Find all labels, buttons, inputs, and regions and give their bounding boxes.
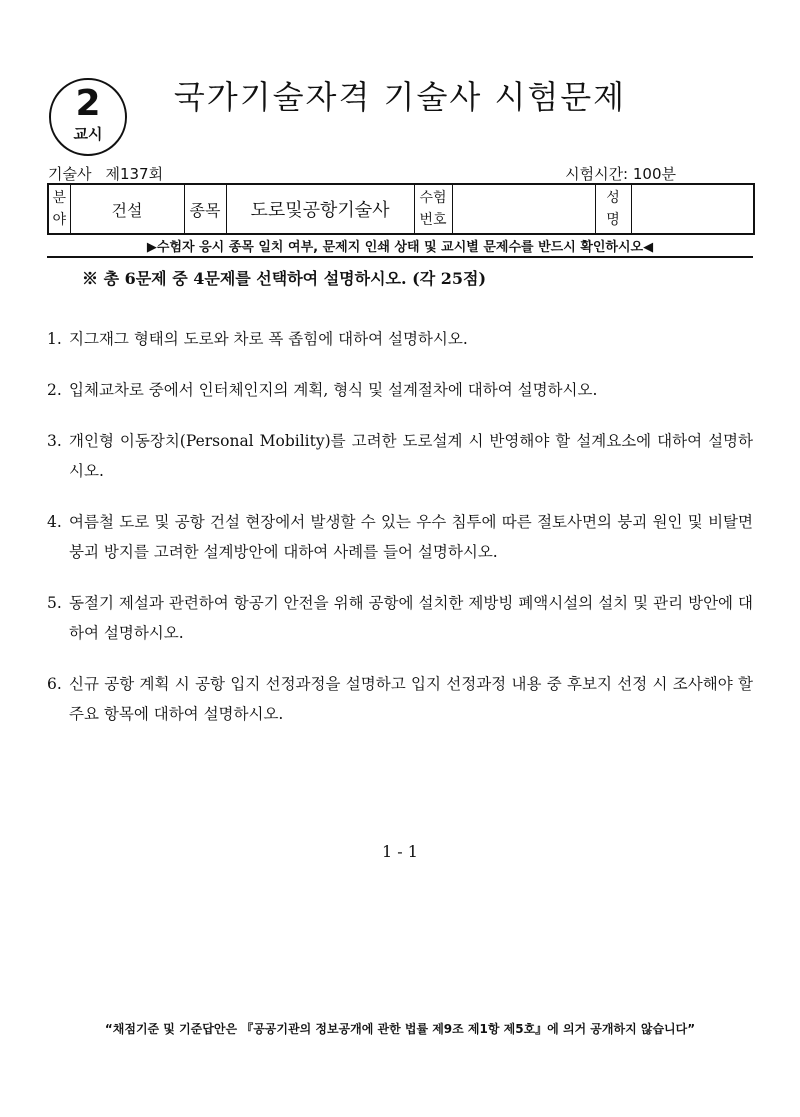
exam-number-label: 수험 번호 <box>414 184 452 234</box>
question-item <box>47 375 753 405</box>
exam-info-table <box>47 183 755 235</box>
question-item <box>47 324 753 354</box>
name-field[interactable] <box>631 184 754 234</box>
question-number: 3. <box>47 432 62 450</box>
instruction-text: ※ 총 6문제 중 4문제를 선택하여 설명하시오. (각 25점) <box>82 269 487 288</box>
question-text: 신규 공항 계획 시 공항 입지 선정과정을 설명하고 입지 선정과정 내용 중 후보지 선정 시 조사해야 할 주요 항목에 대하여 설명하시오. <box>69 675 753 723</box>
page-number: 1 - 1 <box>382 842 418 861</box>
question-item <box>47 588 753 648</box>
session-text: 제137회 <box>105 165 164 183</box>
exam-time: 시험시간: 100분 <box>565 165 676 183</box>
question-number: 5. <box>47 594 62 612</box>
item-value: 도로및공항기술사 <box>226 184 414 234</box>
question-text: 개인형 이동장치(Personal Mobility)를 고려한 도로설계 시 반영해야 할 설계요소에 대하여 설명하시오. <box>69 432 753 480</box>
grade-text: 기술사 <box>48 165 92 183</box>
field-label: 분 야 <box>48 184 70 234</box>
question-number: 2. <box>47 381 62 399</box>
question-number: 4. <box>47 513 62 531</box>
question-item <box>47 507 753 567</box>
question-number: 6. <box>47 675 62 693</box>
field-value: 건설 <box>70 184 184 234</box>
question-number: 1. <box>47 330 62 348</box>
question-text: 지그재그 형태의 도로와 차로 폭 좁힘에 대하여 설명하시오. <box>69 330 468 348</box>
exam-number-field[interactable] <box>452 184 595 234</box>
exam-meta-left <box>48 163 177 184</box>
question-text: 입체교차로 중에서 인터체인지의 계획, 형식 및 설계절차에 대하여 설명하시오. <box>69 381 598 399</box>
period-number: 2 <box>75 83 101 124</box>
check-notice: ▶수험자 응시 종목 일치 여부, 문제지 인쇄 상태 및 교시별 문제수를 반드시 확인하시오◀ <box>146 240 654 255</box>
question-text: 동절기 제설과 관련하여 항공기 안전을 위해 공항에 설치한 제방빙 폐액시설의 설치 및 관리 방안에 대하여 설명하시오. <box>69 594 753 642</box>
period-badge <box>49 78 127 156</box>
name-label: 성 명 <box>595 184 631 234</box>
item-label: 종목 <box>184 184 226 234</box>
exam-title: 국가기술자격 기술사 시험문제 <box>173 78 627 116</box>
question-text: 여름철 도로 및 공항 건설 현장에서 발생할 수 있는 우수 침투에 따른 절토사면의 붕괴 원인 및 비탈면 붕괴 방지를 고려한 설계방안에 대하여 사례를 들어 설명하시오. <box>69 513 753 561</box>
question-item <box>47 426 753 486</box>
disclosure-note: “채점기준 및 기준답안은 『공공기관의 정보공개에 관한 법률 제9조 제1항 제5호』에 의거 공개하지 않습니다” <box>104 1022 696 1036</box>
question-item <box>47 669 753 729</box>
period-label: 교시 <box>73 125 103 143</box>
header-divider <box>47 256 753 258</box>
question-list <box>47 324 753 750</box>
